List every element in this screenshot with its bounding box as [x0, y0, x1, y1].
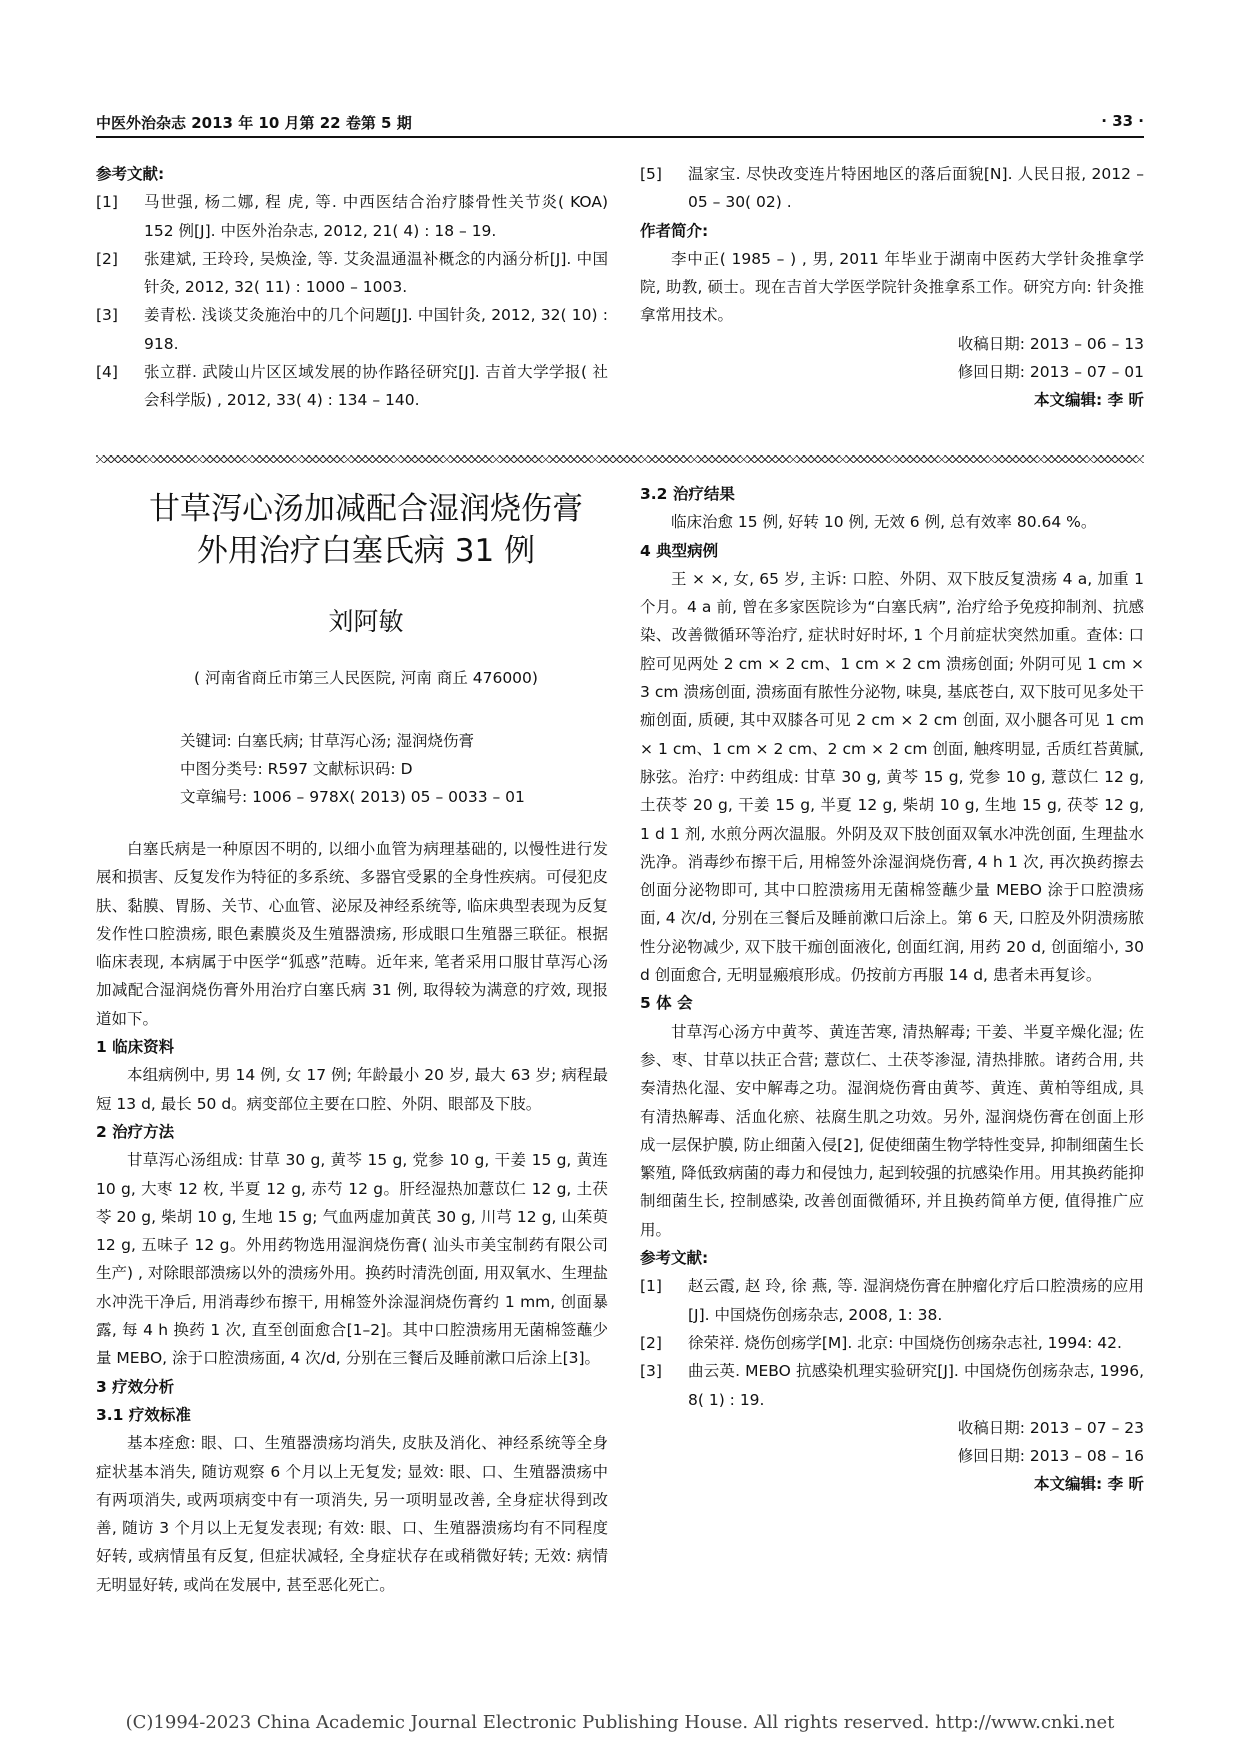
section-3-1-title: 3.1 疗效标准: [96, 1405, 191, 1424]
author-info: 李中正( 1985 – ) , 男, 2011 年毕业于湖南中医药大学针灸推拿学院, 助教, 硕士。现在吉首大学医学院针灸推拿系工作。研究方向: 针灸推拿常用技术。: [640, 249, 1144, 325]
reference-text: 姜青松. 浅谈艾灸施治中的几个问题[J]. 中国针灸, 2012, 32( 10) : 918.: [144, 306, 608, 353]
page-number: · 33 ·: [1101, 112, 1144, 130]
reference-number: [3]: [640, 1362, 662, 1381]
reference-item: [96, 245, 608, 302]
prev-references: [96, 160, 608, 415]
reference-item: [96, 188, 608, 245]
section-5-title: 5 体 会: [640, 994, 693, 1013]
journal-issue: 中医外治杂志 2013 年 10 月第 22 卷第 5 期: [96, 114, 412, 132]
reference-number: [1]: [640, 1277, 662, 1296]
section-5-text: 甘草泻心汤方中黄芩、黄连苦寒, 清热解毒; 干姜、半夏辛燥化湿; 佐参、枣、甘草以扶正合营; 薏苡仁、土茯苓渗湿, 清热排脓。诸药合用, 共奏清热化湿、安中解毒之功。湿润烧伤膏由黄芩、黄连、黄柏等组成, 具有清热解毒、活血化瘀、祛腐生肌之功效。另外, 湿润烧伤膏在创面上形成一层保护膜, 防止细菌入侵[2], 促使细菌生物学特性变异, 抑制细菌生长繁殖, 降低致病菌的毒力和侵蚀力, 起到较强的抗感染作用。用其换药能抑制细菌生长, 控制感染, 改善创面微循环, 并且换药简单方便, 值得推广应用。: [640, 1022, 1144, 1239]
article-title-line2: 外用治疗白塞氏病 31 例: [196, 533, 536, 569]
section-3-title: 3 疗效分析: [96, 1377, 175, 1396]
prev-references-heading: 参考文献:: [96, 165, 165, 183]
section-3-1-text: 基本痊愈: 眼、口、生殖器溃疡均消失, 皮肤及消化、神经系统等全身症状基本消失, 随访观察 6 个月以上无复发; 显效: 眼、口、生殖器溃疡中有两项消失, 或两项病变中有一项消失, 另一项明显改善, 全身症状得到改善, 随访 3 个月以上无复发表现; 有效: 眼、口、生殖器溃疡均有不同程度好转, 或病情虽有反复, 但症状减轻, 全身症状存在或稍微好转; 无效: 病情无明显好转, 或尚在发展中, 甚至恶化死亡。: [96, 1434, 608, 1594]
article-left-column: [96, 835, 608, 1739]
reference-text: 温家宝. 尽快改变连片特困地区的落后面貌[N]. 人民日报, 2012 – 05 – 30( 02) .: [688, 165, 1144, 212]
revised-date: 修回日期: 2013 – 07 – 01: [957, 363, 1144, 382]
article-title-line1: 甘草泻心汤加减配合湿润烧伤膏: [149, 491, 583, 527]
reference-item: [640, 160, 1144, 217]
reference-number: [2]: [640, 1333, 662, 1352]
prev-article-end: [640, 160, 1144, 415]
received-date: 收稿日期: 2013 – 06 – 13: [957, 334, 1144, 353]
reference-text: 曲云英. MEBO 抗感染机理实验研究[J]. 中国烧伤创疡杂志, 1996, 8( 1) : 19.: [688, 1362, 1144, 1409]
references-heading: 参考文献:: [640, 1249, 709, 1268]
editor: 本文编辑: 李 昕: [1034, 391, 1144, 410]
reference-number: [4]: [96, 363, 118, 382]
author-heading: 作者简介:: [640, 221, 709, 240]
article-title-block: [96, 488, 636, 688]
editor: 本文编辑: 李 昕: [1034, 1475, 1144, 1494]
section-3-2-text: 临床治愈 15 例, 好转 10 例, 无效 6 例, 总有效率 80.64 %。: [671, 513, 1097, 532]
section-2-text: 甘草泻心汤组成: 甘草 30 g, 黄芩 15 g, 党参 10 g, 干姜 15 g, 黄连 10 g, 大枣 12 枚, 半夏 12 g, 赤芍 12 g。肝经湿热加薏苡仁 12 g, 土茯苓 20 g, 柴胡 10 g, 生地 15 g; 气血两虚加黄芪 30 g, 川芎 12 g, 山茱萸 12 g, 五味子 12 g。外用药物选用湿润烧伤膏( 汕头市美宝制药有限公司生产) , 对除眼部溃疡以外的溃疡外用。换药时清洗创面, 用双氧水、生理盐水冲洗干净后, 用消毒纱布擦干, 用棉签外涂湿润烧伤膏约 1 mm, 创面暴露, 每 4 h 换药 1 次, 直至创面愈合[1–2]。其中口腔溃疡用无菌棉签蘸少量 MEBO, 涂于口腔溃疡面, 4 次/d, 分别在三餐后及睡前漱口后涂上[3]。: [96, 1151, 608, 1368]
article-author: 刘阿敏: [328, 607, 404, 636]
reference-item: [640, 1272, 1144, 1329]
article-divider: [96, 455, 1144, 463]
reference-item: [96, 301, 608, 358]
section-1-text: 本组病例中, 男 14 例, 女 17 例; 年龄最小 20 岁, 最大 63 岁; 病程最短 13 d, 最长 50 d。病变部位主要在口腔、外阴、眼部及下肢。: [96, 1066, 608, 1113]
received-date: 收稿日期: 2013 – 07 – 23: [957, 1418, 1144, 1437]
reference-item: [640, 1329, 1144, 1357]
article-number: 文章编号: 1006 – 978X( 2013) 05 – 0033 – 01: [180, 788, 525, 806]
reference-text: 徐荣祥. 烧伤创疡学[M]. 北京: 中国烧伤创疡杂志社, 1994: 42.: [688, 1333, 1122, 1352]
reference-item: [640, 1357, 1144, 1414]
section-4-text: 王 × ×, 女, 65 岁, 主诉: 口腔、外阴、双下肢反复溃疡 4 a, 加重 1 个月。4 a 前, 曾在多家医院诊为“白塞氏病”, 治疗给予免疫抑制剂、抗感染、改善微循环等治疗, 症状时好时坏, 1 个月前症状突然加重。查体: 口腔可见两处 2 cm × 2 cm、1 cm × 2 cm 溃疡创面; 外阴可见 1 cm × 3 cm 溃疡创面, 溃疡面有脓性分泌物, 味臭, 基底苍白, 双下肢可见多处干痂创面, 质硬, 其中双膝各可见 2 cm × 2 cm 创面, 双小腿各可见 1 cm × 1 cm、1 cm × 2 cm、2 cm × 2 cm 创面, 触疼明显, 舌质红苔黄腻, 脉弦。治疗: 中药组成: 甘草 30 g, 黄芩 15 g, 党参 10 g, 薏苡仁 12 g, 土茯苓 20 g, 干姜 15 g, 半夏 12 g, 柴胡 10 g, 生地 15 g, 茯苓 12 g, 1 d 1 剂, 水煎分两次温服。外阴及双下肢创面双氧水冲洗创面, 生理盐水洗净。消毒纱布擦干后, 用棉签外涂湿润烧伤膏, 4 h 1 次, 再次换药擦去创面分泌物即可, 其中口腔溃疡用无菌棉签蘸少量 MEBO 涂于口腔溃疡面, 4 次/d, 分别在三餐后及睡前漱口后涂上。第 6 天, 口腔及外阴溃疡脓性分泌物减少, 双下肢干痂创面液化, 创面红润, 用药 20 d, 创面缩小, 30 d 创面愈合, 无明显瘢痕形成。仍按前方再服 14 d, 患者未再复诊。: [640, 569, 1144, 985]
section-4-title: 4 典型病例: [640, 541, 719, 560]
revised-date: 修回日期: 2013 – 08 – 16: [957, 1447, 1144, 1466]
section-1-title: 1 临床资料: [96, 1038, 175, 1057]
header-rule: [96, 136, 1144, 138]
reference-number: [3]: [96, 306, 118, 325]
keywords: 关键词: 白塞氏病; 甘草泻心汤; 湿润烧伤膏: [180, 732, 474, 750]
section-3-2-title: 3.2 治疗结果: [640, 485, 735, 503]
reference-number: [1]: [96, 193, 118, 212]
reference-item: [96, 358, 608, 415]
reference-text: 赵云霞, 赵 玲, 徐 燕, 等. 湿润烧伤膏在肿瘤化疗后口腔溃疡的应用[J]. 中国烧伤创疡杂志, 2008, 1: 38.: [688, 1277, 1144, 1324]
reference-text: 马世强, 杨二娜, 程 虎, 等. 中西医结合治疗膝骨性关节炎( KOA) 152 例[J]. 中医外治杂志, 2012, 21( 4) : 18 – 19.: [144, 193, 608, 240]
article-meta: [180, 727, 525, 811]
article-right-column: [640, 480, 1144, 1499]
reference-text: 张建斌, 王玲玲, 吴焕淦, 等. 艾灸温通温补概念的内涵分析[J]. 中国针灸, 2012, 32( 11) : 1000 – 1003.: [144, 249, 608, 297]
reference-number: [2]: [96, 249, 118, 268]
reference-text: 张立群. 武陵山片区区域发展的协作路径研究[J]. 吉首大学学报( 社会科学版) , 2012, 33( 4) : 134 – 140.: [144, 363, 608, 410]
reference-number: [5]: [640, 165, 662, 183]
section-2-title: 2 治疗方法: [96, 1122, 175, 1141]
clc-number: 中图分类号: R597 文献标识码: D: [180, 760, 413, 778]
article-affiliation: ( 河南省商丘市第三人民医院, 河南 商丘 476000): [194, 669, 538, 687]
intro-paragraph: 白塞氏病是一种原因不明的, 以细小血管为病理基础的, 以慢性进行发展和损害、反复发作为特征的多系统、多器官受累的全身性疾病。可侵犯皮肤、黏膜、胃肠、关节、心血管、泌尿及神经系统等, 临床典型表现为反复发作性口腔溃疡, 眼色素膜炎及生殖器溃疡, 形成眼口生殖器三联征。根据临床表现, 本病属于中医学“狐惑”范畴。近年来, 笔者采用口服甘草泻心汤加减配合湿润烧伤膏外用治疗白塞氏病 31 例, 取得较为满意的疗效, 现报道如下。: [96, 840, 608, 1028]
copyright-footer: (C)1994-2023 China Academic Journal Electronic Publishing House. All rights reserved. http://www.cnki.net: [125, 1712, 1115, 1733]
